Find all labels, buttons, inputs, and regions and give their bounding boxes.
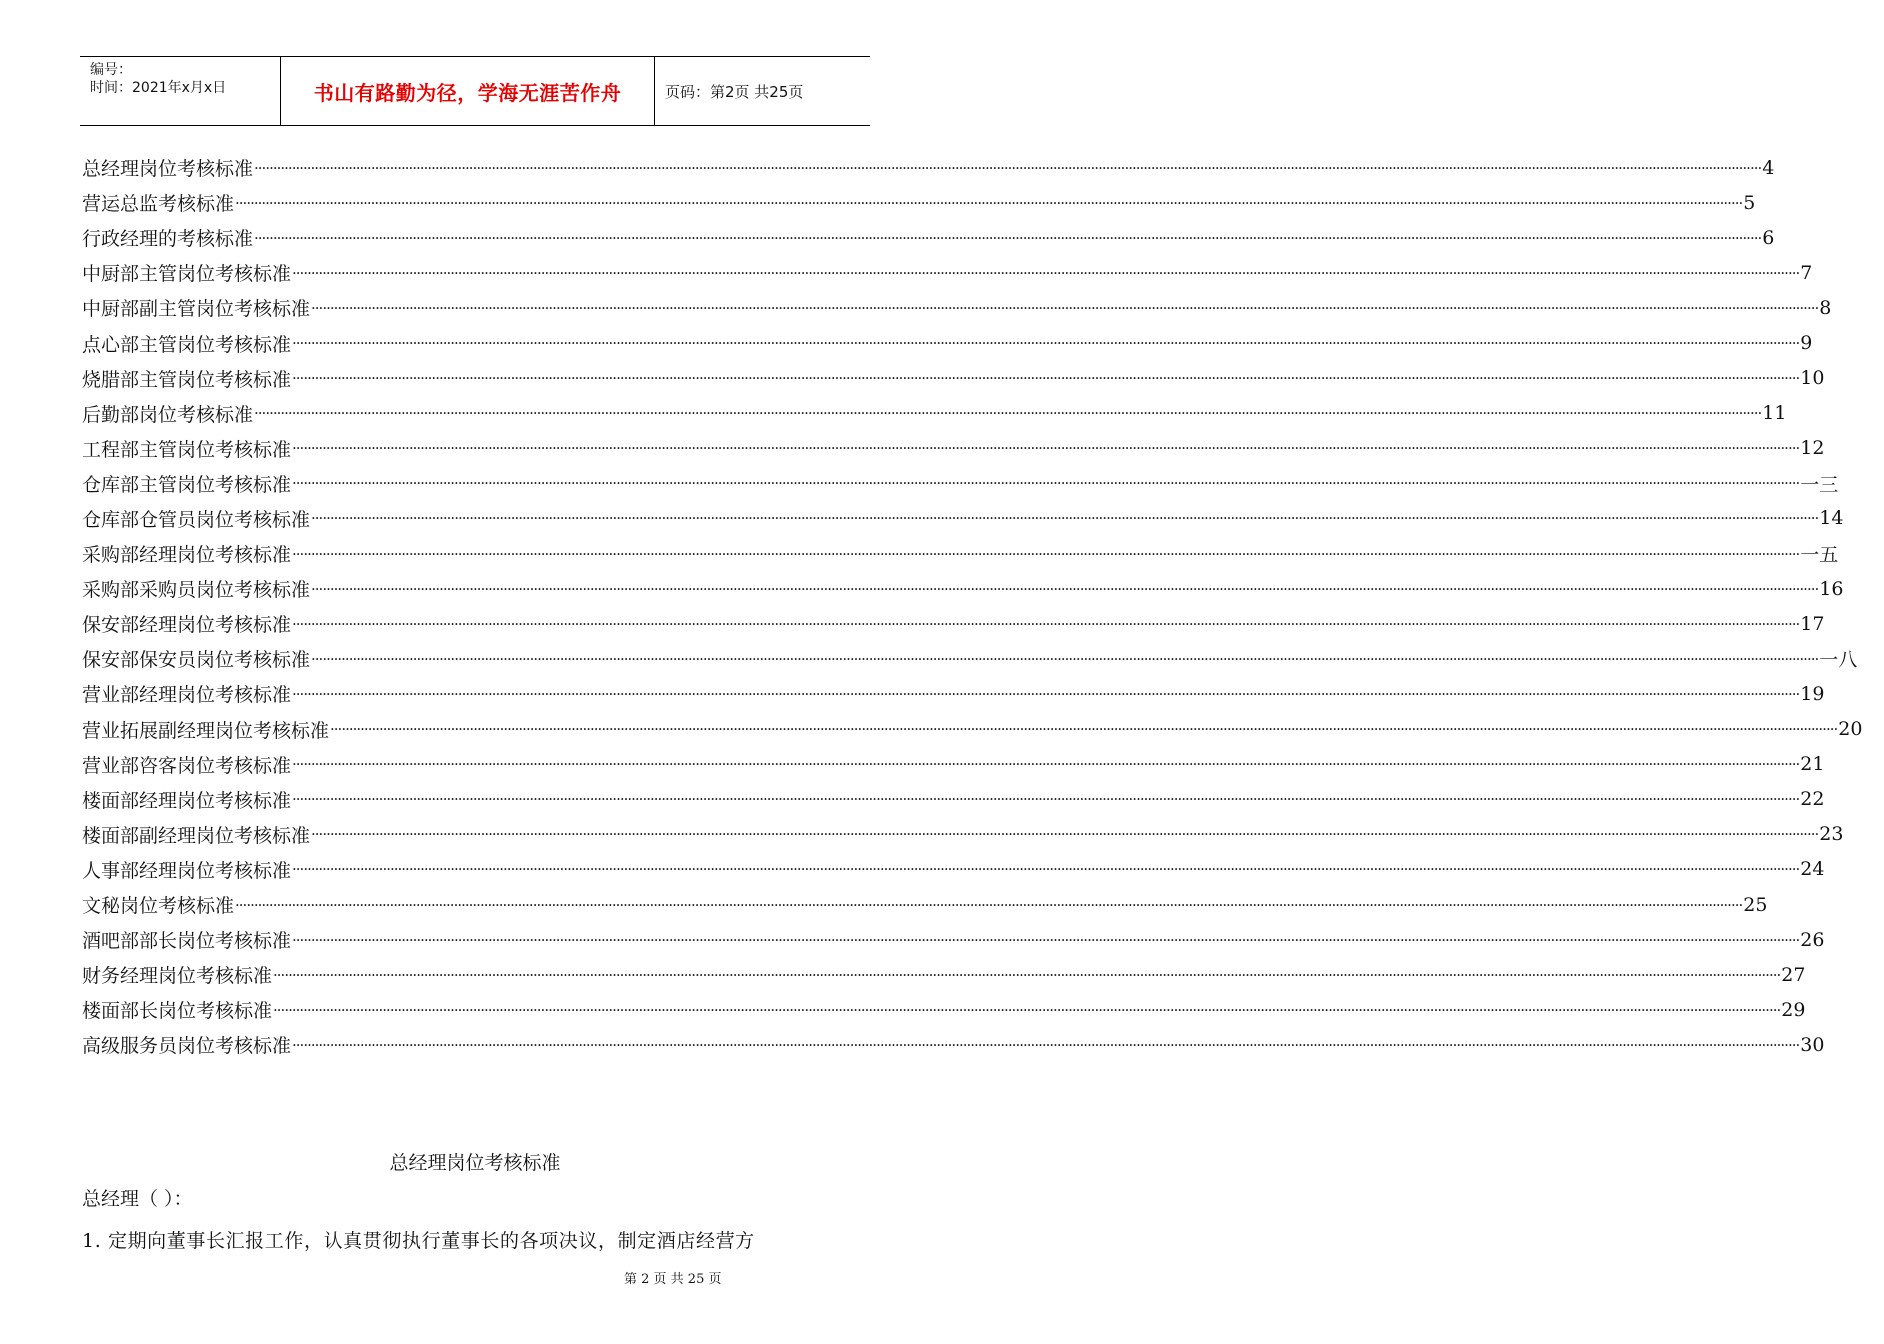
- toc-entry[interactable]: [82, 1027, 1825, 1062]
- toc-entry-title: 营业部咨客岗位考核标准: [82, 754, 292, 777]
- toc-entry-page: 6: [1762, 226, 1775, 249]
- toc-entry-page: 23: [1819, 823, 1844, 846]
- toc-entry-page: 22: [1800, 788, 1825, 811]
- section-title: 总经理岗位考核标准: [389, 1152, 561, 1174]
- toc-entry-page: 30: [1800, 1033, 1825, 1056]
- toc-leader-dots: ················································································································································································································································································································································································································: [311, 579, 1819, 598]
- toc-leader-dots: ················································································································································································································································································································································································································: [273, 1000, 1781, 1019]
- toc-entry[interactable]: [82, 325, 1813, 360]
- toc-leader-dots: ················································································································································································································································································································································································································: [330, 720, 1838, 739]
- toc-entry[interactable]: [82, 466, 1839, 501]
- toc-entry[interactable]: [82, 852, 1825, 887]
- toc-entry-page: 4: [1762, 156, 1775, 179]
- toc-entry-title: 仓库部主管岗位考核标准: [82, 473, 292, 496]
- toc-leader-dots: ················································································································································································································································································································································································································: [292, 263, 1800, 282]
- toc-entry-page: 29: [1781, 998, 1806, 1021]
- toc-entry-page: 24: [1800, 858, 1825, 881]
- toc-entry-title: 财务经理岗位考核标准: [82, 965, 273, 988]
- toc-leader-dots: ················································································································································································································································································································································································································: [273, 965, 1781, 984]
- toc-leader-dots: ················································································································································································································································································································································································································: [292, 439, 1800, 458]
- toc-entry-title: 酒吧部部长岗位考核标准: [82, 930, 292, 953]
- toc-entry-page: 8: [1819, 296, 1832, 319]
- document-date-label: 时间：2021年x月x日: [90, 80, 227, 96]
- toc-leader-dots: ················································································································································································································································································································································································································: [311, 825, 1819, 844]
- body-item-1: 1. 定期向董事长汇报工作，认真贯彻执行董事长的各项决议，制定酒店经营方: [82, 1230, 755, 1252]
- toc-entry-page: 17: [1800, 612, 1825, 635]
- toc-entry[interactable]: [82, 571, 1844, 606]
- toc-entry-title: 营业拓展副经理岗位考核标准: [82, 719, 330, 742]
- toc-leader-dots: ················································································································································································································································································································································································································: [254, 158, 1762, 177]
- document-header: [80, 56, 870, 126]
- toc-entry[interactable]: [82, 185, 1756, 220]
- toc-entry-title: 行政经理的考核标准: [82, 228, 254, 251]
- toc-entry-page: 7: [1800, 261, 1813, 284]
- toc-entry-page: 14: [1819, 507, 1844, 530]
- toc-entry[interactable]: [82, 676, 1825, 711]
- toc-entry-title: 楼面部副经理岗位考核标准: [82, 824, 311, 847]
- toc-entry-page: 19: [1800, 682, 1825, 705]
- toc-entry-page: 10: [1800, 367, 1825, 390]
- toc-entry-page: 20: [1838, 718, 1863, 741]
- toc-entry-title: 后勤部岗位考核标准: [82, 403, 254, 426]
- toc-leader-dots: ················································································································································································································································································································································································································: [311, 509, 1819, 528]
- toc-entry-title: 中厨部副主管岗位考核标准: [82, 298, 311, 321]
- toc-leader-dots: ················································································································································································································································································································································································································: [311, 298, 1819, 317]
- toc-entry-page: 27: [1781, 963, 1806, 986]
- toc-entry-title: 保安部经理岗位考核标准: [82, 614, 292, 637]
- toc-leader-dots: ················································································································································································································································································································································································································: [292, 544, 1800, 563]
- toc-entry-title: 营运总监考核标准: [82, 193, 235, 216]
- toc-entry-title: 楼面部长岗位考核标准: [82, 1000, 273, 1023]
- toc-entry-page: 一八: [1819, 649, 1858, 672]
- toc-entry-page: 16: [1819, 577, 1844, 600]
- toc-entry-title: 文秘岗位考核标准: [82, 895, 235, 918]
- toc-entry[interactable]: [82, 887, 1768, 922]
- toc-entry[interactable]: [82, 606, 1825, 641]
- toc-leader-dots: ················································································································································································································································································································································································································: [292, 614, 1800, 633]
- toc-leader-dots: ················································································································································································································································································································································································································: [292, 474, 1800, 493]
- header-page-info: 页码：第2页 共25页: [665, 82, 804, 101]
- toc-entry-title: 烧腊部主管岗位考核标准: [82, 368, 292, 391]
- toc-entry-title: 楼面部经理岗位考核标准: [82, 789, 292, 812]
- toc-entry-page: 11: [1762, 402, 1787, 425]
- toc-entry-page: 21: [1800, 753, 1825, 776]
- toc-entry-title: 工程部主管岗位考核标准: [82, 438, 292, 461]
- toc-entry-page: 12: [1800, 437, 1825, 460]
- header-meta: [80, 57, 281, 125]
- toc-entry[interactable]: [82, 431, 1825, 466]
- toc-entry[interactable]: [82, 712, 1863, 747]
- toc-entry-page: 一三: [1800, 473, 1839, 496]
- toc-entry[interactable]: [82, 150, 1775, 185]
- role-line: 总经理（ ）：: [82, 1188, 193, 1210]
- toc-leader-dots: ················································································································································································································································································································································································································: [292, 369, 1800, 388]
- toc-leader-dots: ················································································································································································································································································································································································································: [292, 860, 1800, 879]
- toc-entry-title: 采购部经理岗位考核标准: [82, 544, 292, 567]
- toc-entry-page: 25: [1743, 893, 1768, 916]
- toc-leader-dots: ················································································································································································································································································································································································································: [254, 404, 1762, 423]
- toc-entry-page: 9: [1800, 332, 1813, 355]
- toc-entry-title: 中厨部主管岗位考核标准: [82, 263, 292, 286]
- footer-page-number: 第 2 页 共 25 页: [624, 1272, 722, 1287]
- toc-entry[interactable]: [82, 396, 1787, 431]
- toc-entry[interactable]: [82, 290, 1832, 325]
- toc-entry[interactable]: [82, 957, 1806, 992]
- toc-leader-dots: ················································································································································································································································································································································································································: [235, 895, 1743, 914]
- header-motto: 书山有路勤为径，学海无涯苦作舟: [281, 57, 655, 125]
- toc-entry[interactable]: [82, 536, 1839, 571]
- toc-entry-page: 26: [1800, 928, 1825, 951]
- toc-leader-dots: ················································································································································································································································································································································································································: [292, 790, 1800, 809]
- toc-leader-dots: ················································································································································································································································································································································································································: [292, 930, 1800, 949]
- toc-entry[interactable]: [82, 922, 1825, 957]
- toc-entry[interactable]: [82, 641, 1858, 676]
- toc-leader-dots: ················································································································································································································································································································································································································: [292, 1035, 1800, 1054]
- toc-entry-title: 营业部经理岗位考核标准: [82, 684, 292, 707]
- toc-leader-dots: ················································································································································································································································································································································································································: [292, 334, 1800, 353]
- toc-leader-dots: ················································································································································································································································································································································································································: [292, 755, 1800, 774]
- toc-entry-title: 总经理岗位考核标准: [82, 158, 254, 181]
- toc-entry[interactable]: [82, 220, 1775, 255]
- document-number-label: 编号：: [90, 62, 132, 78]
- toc-leader-dots: ················································································································································································································································································································································································································: [292, 684, 1800, 703]
- toc-entry-page: 5: [1743, 191, 1756, 214]
- toc-entry-page: 一五: [1800, 544, 1839, 567]
- toc-entry[interactable]: [82, 501, 1844, 536]
- toc-entry[interactable]: [82, 255, 1813, 290]
- toc-entry-title: 保安部保安员岗位考核标准: [82, 649, 311, 672]
- table-of-contents: [82, 150, 1863, 1062]
- toc-entry-title: 高级服务员岗位考核标准: [82, 1035, 292, 1058]
- toc-leader-dots: ················································································································································································································································································································································································································: [311, 649, 1819, 668]
- toc-entry-title: 点心部主管岗位考核标准: [82, 333, 292, 356]
- toc-entry-title: 采购部采购员岗位考核标准: [82, 579, 311, 602]
- toc-entry[interactable]: [82, 782, 1825, 817]
- toc-entry[interactable]: [82, 747, 1825, 782]
- toc-entry[interactable]: [82, 817, 1844, 852]
- toc-leader-dots: ················································································································································································································································································································································································································: [254, 228, 1762, 247]
- toc-entry[interactable]: [82, 361, 1825, 396]
- toc-entry[interactable]: [82, 992, 1806, 1027]
- toc-entry-title: 仓库部仓管员岗位考核标准: [82, 508, 311, 531]
- toc-leader-dots: ················································································································································································································································································································································································································: [235, 193, 1743, 212]
- toc-entry-title: 人事部经理岗位考核标准: [82, 859, 292, 882]
